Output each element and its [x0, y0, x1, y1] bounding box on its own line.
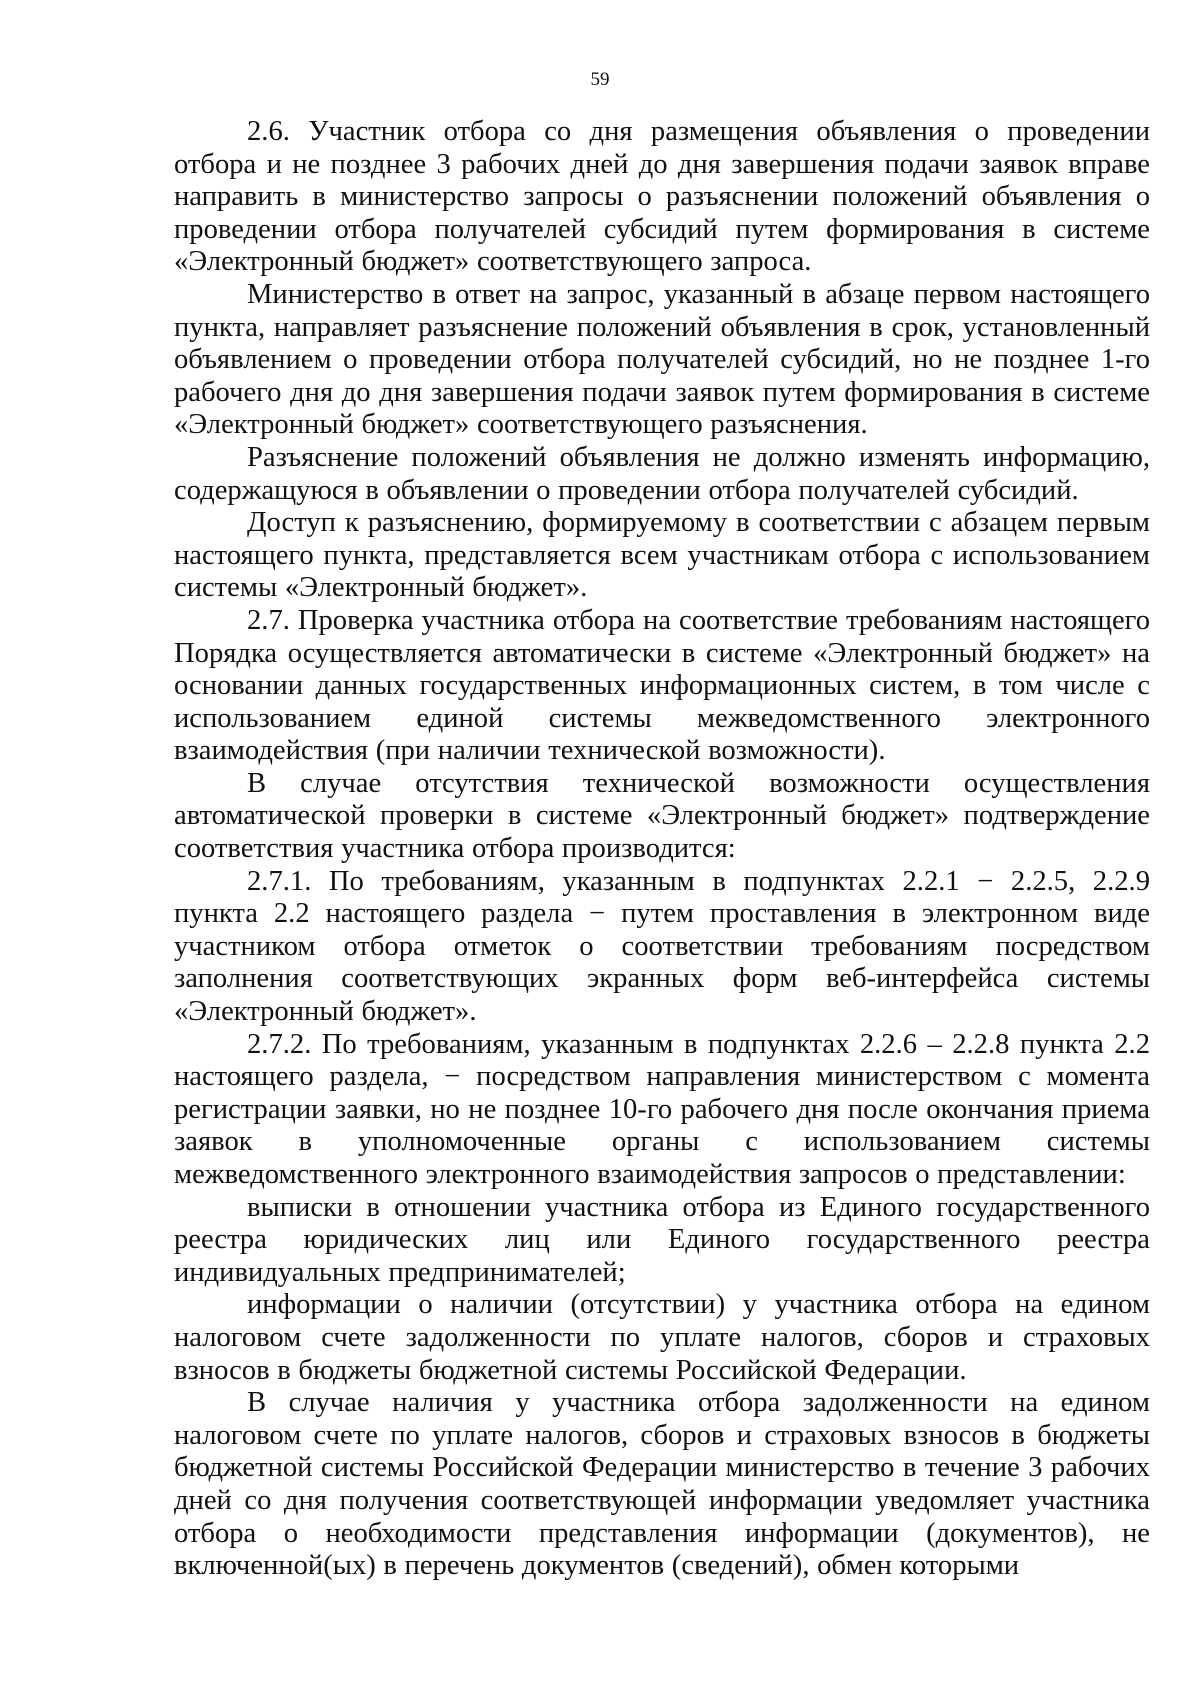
paragraph-ministry-response: Министерство в ответ на запрос, указанный в абзаце первом настоящего пункта, направляет разъяснение положений объявления в срок, установленный объявлением о проведении отбора получателей субсидий, но не позднее 1-го рабочего дня до дня завершения подачи заявок путем формирования в системе «Электронный бюджет» соответствующего разъяснения.	[174, 278, 1150, 441]
paragraph-register-extract: выписки в отношении участника отбора из Единого государственного реестра юридических лиц или Единого государственного реестра индивидуальных предпринимателей;	[174, 1191, 1150, 1288]
paragraph-tax-debt-info: информации о наличии (отсутствии) у участника отбора на едином налоговом счете задолженности по уплате налогов, сборов и страховых взносов в бюджеты бюджетной системы Российской Федерации.	[174, 1289, 1150, 1386]
page-number: 59	[590, 69, 610, 90]
paragraph-no-technical-capability: В случае отсутствия технической возможности осуществления автоматической проверки в системе «Электронный бюджет» подтверждение соответствия участника отбора производится:	[174, 767, 1150, 865]
paragraph-2-7-1: 2.7.1. По требованиям, указанным в подпунктах 2.2.1 − 2.2.5, 2.2.9 пункта 2.2 настоящего раздела − путем проставления в электронном виде участником отбора отметок о соответствии требованиям посредством заполнения соответствующих экранных форм веб-интерфейса системы «Электронный бюджет».	[174, 865, 1150, 1028]
paragraph-clarification-access: Доступ к разъяснению, формируемому в соответствии с абзацем первым настоящего пункта, представляется всем участникам отбора с использованием системы «Электронный бюджет».	[174, 507, 1150, 604]
paragraph-2-7-2: 2.7.2. По требованиям, указанным в подпунктах 2.2.6 – 2.2.8 пункта 2.2 настоящего раздела, − посредством направления министерством с момента регистрации заявки, но не позднее 10-го рабочего дня после окончания приема заявок в уполномоченные органы с использованием системы межведомственного электронного взаимодействия запросов о представлении:	[174, 1028, 1150, 1190]
paragraph-clarification-limits: Разъяснение положений объявления не должно изменять информацию, содержащуюся в объявлении о проведении отбора получателей субсидий.	[174, 441, 1150, 506]
paragraph-tax-debt-case: В случае наличия у участника отбора задолженности на едином налоговом счете по уплате налогов, сборов и страховых взносов в бюджеты бюджетной системы Российской Федерации министерство в течение 3 рабочих дней со дня получения соответствующей информации уведомляет участника отбора о необходимости представления информации (документов), не включенной(ых) в перечень документов (сведений), обмен которыми	[174, 1387, 1150, 1582]
document-body	[174, 116, 1150, 1583]
paragraph-2-7: 2.7. Проверка участника отбора на соответствие требованиям настоящего Порядка осуществляется автоматически в системе «Электронный бюджет» на основании данных государственных информационных систем, в том числе с использованием единой системы межведомственного электронного взаимодействия (при наличии технической возможности).	[174, 604, 1150, 767]
paragraph-2-6: 2.6. Участник отбора со дня размещения объявления о проведении отбора и не позднее 3 рабочих дней до дня завершения подачи заявок вправе направить в министерство запросы о разъяснении положений объявления о проведении отбора получателей субсидий путем формирования в системе «Электронный бюджет» соответствующего запроса.	[174, 116, 1150, 278]
